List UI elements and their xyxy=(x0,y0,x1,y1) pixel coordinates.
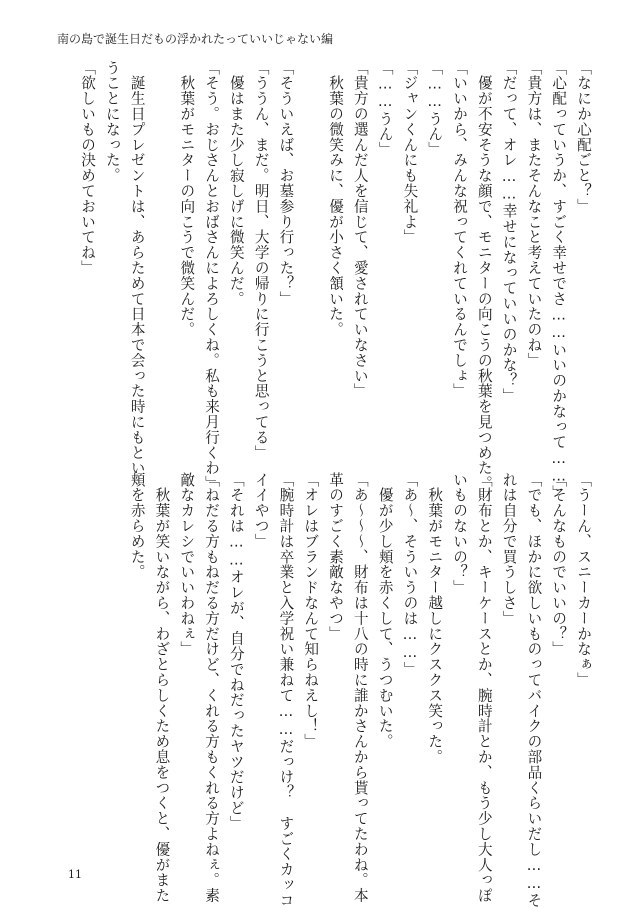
text-column: 「あ〜〜〜、財布は十八の時に誰かさんから貰ってたわね。本 xyxy=(351,472,369,904)
text-column: 「ジャンくんにも失礼よ」 xyxy=(401,60,419,245)
text-column: 「なにか心配ごと？」 xyxy=(575,60,592,214)
text-column: イイやつ」 xyxy=(252,472,270,549)
text-column: 「でも、ほかに欲しいものってバイクの部品くらいだし……そ xyxy=(525,472,543,908)
text-column: 「そんなものでいいの？」 xyxy=(550,472,568,657)
text-column: 秋葉が笑いながら、わざとらしくため息をつくと、優がまた xyxy=(153,472,171,904)
text-column: 「心配っていうか、すごく幸せでさ……いいのかなって……」 xyxy=(550,60,568,501)
text-column: 「あ〜、そういうのは……」 xyxy=(401,472,419,677)
text-column: 「いいから、みんな祝ってくれているんでしょ」 xyxy=(451,60,469,399)
text-column: 「……うん」 xyxy=(376,60,394,158)
text-column: 秋葉がモニターの向こうで微笑んだ。 xyxy=(178,60,196,338)
text-column: 「……うん」 xyxy=(426,60,444,158)
text-column: 「財布とか、キーケースとか、腕時計とか、もう少し大人っぽ xyxy=(475,472,493,904)
text-column: 優はまた少し寂しげに微笑んだ。 xyxy=(227,60,245,307)
text-column: 「貴方は、またそんなこと考えていたのね」 xyxy=(525,60,543,368)
text-column: 「オレはブランドなんて知らねえし！」 xyxy=(302,472,320,750)
text-column: 優が不安そうな顔で、モニターの向こうの秋葉を見つめた。 xyxy=(475,60,493,492)
text-column: 「そういえば、お墓参り行った？」 xyxy=(277,60,295,307)
page-number: 11 xyxy=(68,868,82,881)
text-column: 「ねだる方もねだる方だけど、くれる方もくれる方よねぇ。素 xyxy=(203,472,221,904)
top-text-block xyxy=(70,60,592,501)
text-column: 「だって、オレ……幸せになっていいのかな？」 xyxy=(500,60,518,404)
text-column: 秋葉がモニター越しにクスクス笑った。 xyxy=(426,472,444,765)
text-column: 「欲しいもの決めておいてね」 xyxy=(79,60,97,276)
text-column: 「それは……オレが、自分でねだったヤツだけど」 xyxy=(227,472,245,831)
bottom-text-block xyxy=(120,472,592,908)
text-column: れは自分で買うしさ」 xyxy=(500,472,518,626)
text-column: 優が少し頬を赤くして、うつむいた。 xyxy=(376,472,394,750)
text-column: 「腕時計は卒業と入学祝い兼ねて……だっけ？ すごくカッコ xyxy=(277,472,295,908)
text-column: 「うーん、スニーカーかなぁ」 xyxy=(575,472,592,688)
text-column: いものないの？」 xyxy=(451,472,469,596)
text-column: 「貴方の選んだ人を信じて、愛されていなさい」 xyxy=(351,60,369,399)
text-column: 敵なカレシでいいわねぇ」 xyxy=(178,472,196,657)
text-column: うことになった。 xyxy=(103,60,121,184)
text-column: 頬を赤らめた。 xyxy=(128,472,146,580)
text-column: 秋葉の微笑みに、優が小さく頷いた。 xyxy=(327,60,345,338)
text-column: 「ううん、まだ。明日、大学の帰りに行こうと思ってる」 xyxy=(252,60,270,461)
text-column: 「そう。おじさんとおばさんによろしくね。私も来月行くわ」 xyxy=(203,60,221,492)
text-column: 革のすごく素敵なやつ」 xyxy=(327,472,345,642)
running-head: 南の島で誕生日だもの浮かれたっていいじゃない編 xyxy=(57,32,334,46)
text-column: 誕生日プレゼントは、あらためて日本で会った時にもとい xyxy=(128,60,146,476)
